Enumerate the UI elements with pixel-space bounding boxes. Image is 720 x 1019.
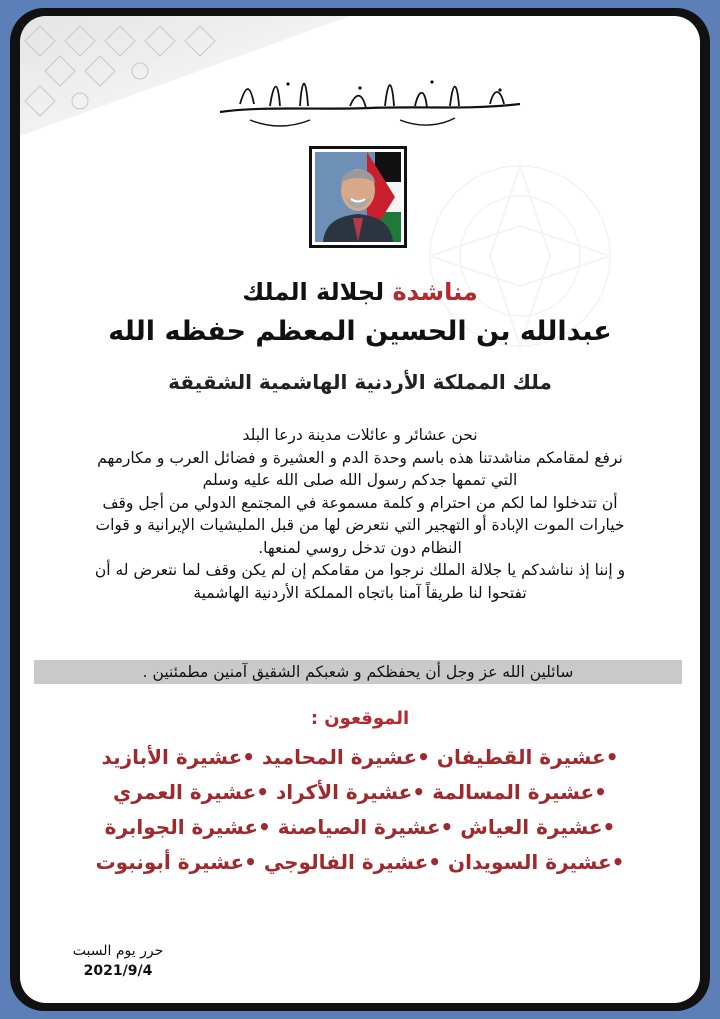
appeal-title-rest: لجلالة الملك — [242, 278, 393, 306]
issued-on-label: حرر يوم السبت — [72, 943, 164, 959]
body-line: و إننا إذ نناشدكم يا جلالة الملك نرجوا من مقامكم إن لم يكن وقف لما نتعرض له أن — [94, 561, 626, 579]
signers-label: الموقعون : — [310, 708, 410, 729]
body-line: أن تتدخلوا لما لكم من احترام و كلمة مسموعة في المجتمع الدولي من أجل وقف — [102, 493, 618, 512]
signers-row: •عشيرة السويدان •عشيرة الفالوجي •عشيرة أبونبوت — [95, 850, 625, 874]
signers-list — [20, 740, 700, 880]
body-line: التي تممها جدكم رسول الله صلى الله عليه وسلم — [202, 471, 518, 489]
king-name: عبدالله بن الحسين المعظم حفظه الله — [108, 316, 612, 347]
appeal-title — [20, 278, 700, 306]
appeal-body — [36, 424, 684, 604]
body-line: نرفع لمقامكم مناشدتنا هذه باسم وحدة الدم و العشيرة و فضائل العرب و مكارمهم — [97, 448, 623, 467]
body-line: خيارات الموت الإبادة أو التهجير التي نتعرض لها من قبل المليشيات الإيرانية و قوات — [95, 516, 625, 534]
signers-row: •عشيرة المسالمة •عشيرة الأكراد •عشيرة العمري — [113, 780, 607, 804]
issued-date: 2021/9/4 — [83, 963, 153, 979]
signers-row: •عشيرة القطيفان •عشيرة المحاميد •عشيرة الأبازيد — [101, 745, 619, 769]
appeal-title-accent: مناشدة — [392, 278, 478, 306]
basmala-calligraphy — [200, 70, 540, 132]
body-line: تفتحوا لنا طريقاً آمنا باتجاه المملكة الأردنية الهاشمية — [193, 583, 527, 602]
document-paper — [20, 16, 700, 1003]
signers-row: •عشيرة العياش •عشيرة الصياصنة •عشيرة الجوابرة — [104, 815, 616, 839]
body-line: نحن عشائر و عائلات مدينة درعا البلد — [242, 426, 478, 444]
portrait-image-icon — [315, 152, 401, 242]
body-line: النظام دون تدخل روسي لمنعها. — [258, 538, 462, 557]
kingdom-title: ملك المملكة الأردنية الهاشمية الشقيقة — [168, 370, 552, 394]
king-portrait — [309, 146, 407, 248]
closing-prayer-highlight: سائلين الله عز وجل أن يحفظكم و شعبكم الشقيق آمنين مطمئنين . — [34, 660, 682, 684]
